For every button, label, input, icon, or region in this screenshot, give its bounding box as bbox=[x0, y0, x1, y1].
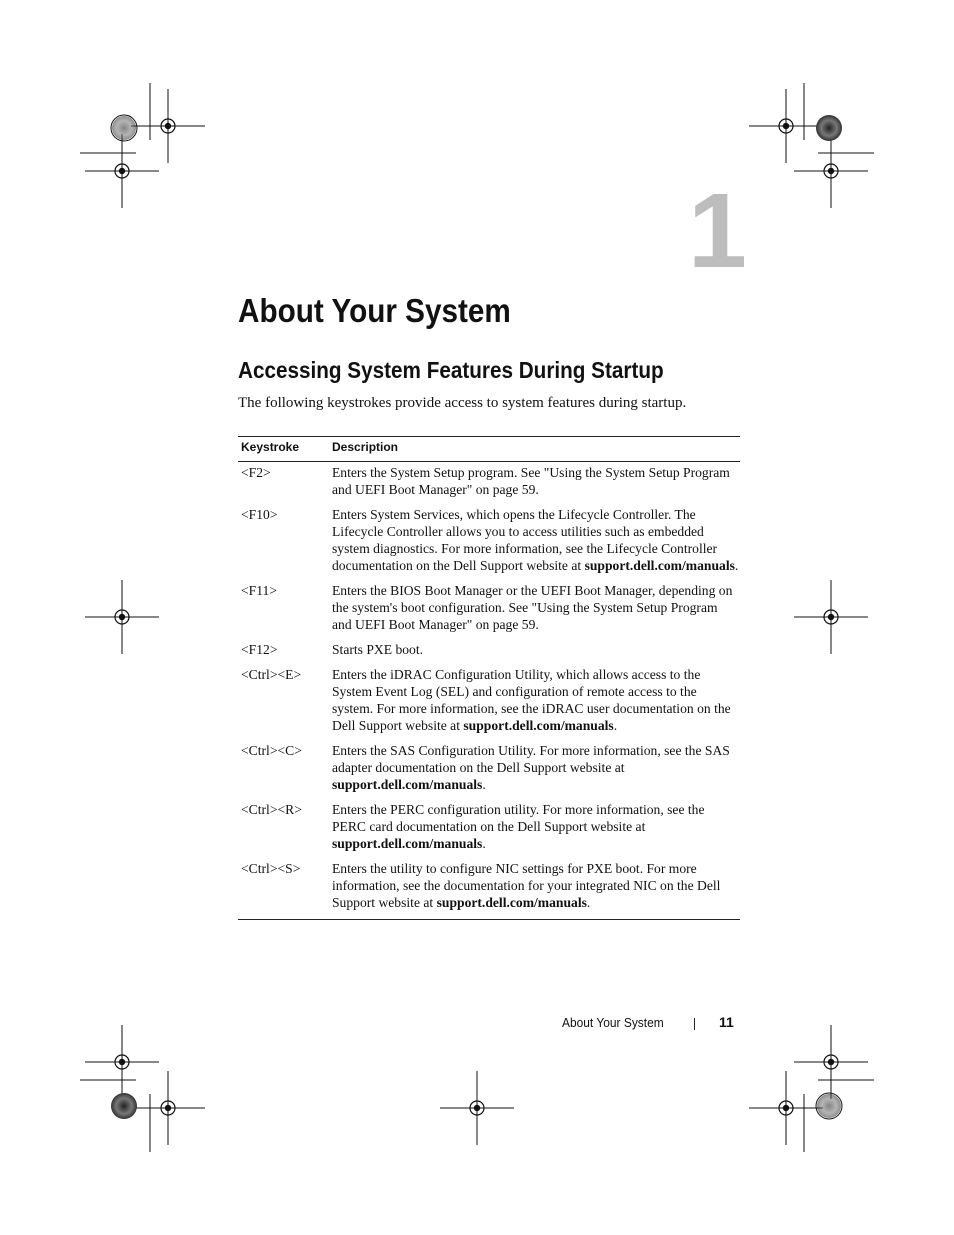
chapter-title: About Your System bbox=[238, 292, 511, 329]
support-link[interactable]: support.dell.com/manuals bbox=[584, 558, 735, 573]
support-link[interactable]: support.dell.com/manuals bbox=[436, 895, 587, 910]
header-description: Description bbox=[329, 437, 740, 462]
description-cell: Enters the BIOS Boot Manager or the UEFI Boot Manager, depending on the system's boot configuration. See "Using the System Setup Program and UEFI Boot Manager" on page 59. bbox=[332, 583, 733, 632]
support-link[interactable]: support.dell.com/manuals bbox=[332, 836, 483, 851]
keystroke-cell: <Ctrl><R> bbox=[241, 802, 302, 817]
table-row bbox=[238, 506, 740, 582]
keystroke-cell: <F2> bbox=[241, 465, 271, 480]
table-row bbox=[238, 666, 740, 742]
intro-paragraph: The following keystrokes provide access to system features during startup. bbox=[238, 395, 687, 411]
description-cell: Enters the System Setup program. See "Using the System Setup Program and UEFI Boot Manager" on page 59. bbox=[332, 465, 730, 497]
table-header-row bbox=[238, 437, 740, 462]
table-row bbox=[238, 462, 740, 507]
support-link[interactable]: support.dell.com/manuals bbox=[332, 777, 483, 792]
table-row bbox=[238, 801, 740, 860]
section-title: Accessing System Features During Startup bbox=[238, 357, 664, 383]
description-cell: Enters System Services, which opens the Lifecycle Controller. The Lifecycle Controller allows you to access utilities such as embedded system diagnostics. For more information, see the Lifecycle Controller documentation on the Dell Support website at support.dell.com/manuals. bbox=[332, 507, 739, 573]
keystroke-table bbox=[238, 436, 740, 920]
support-link[interactable]: support.dell.com/manuals bbox=[463, 718, 614, 733]
keystroke-cell: <F12> bbox=[241, 642, 278, 657]
description-cell: Starts PXE boot. bbox=[332, 642, 424, 657]
description-cell: Enters the SAS Configuration Utility. For more information, see the SAS adapter documentation on the Dell Support website at support.dell.com/manuals. bbox=[332, 743, 730, 792]
table-row bbox=[238, 582, 740, 641]
chapter-number: 1 bbox=[688, 172, 747, 290]
page-number: 11 bbox=[719, 1014, 734, 1030]
header-keystroke: Keystroke bbox=[238, 437, 329, 462]
keystroke-cell: <F11> bbox=[241, 583, 277, 598]
description-cell: Enters the iDRAC Configuration Utility, which allows access to the System Event Log (SEL) and configuration of remote access to the system. For more information, see the iDRAC user documentation on the Dell Support website at support.dell.com/manuals. bbox=[332, 667, 731, 733]
keystroke-cell: <Ctrl><S> bbox=[241, 861, 301, 876]
keystroke-cell: <Ctrl><E> bbox=[241, 667, 302, 682]
keystroke-cell: <Ctrl><C> bbox=[241, 743, 302, 758]
table-row bbox=[238, 641, 740, 666]
footer-separator bbox=[694, 1018, 695, 1030]
footer-chapter-title: About Your System bbox=[562, 1015, 664, 1030]
table-row bbox=[238, 860, 740, 920]
keystroke-cell: <F10> bbox=[241, 507, 278, 522]
description-cell: Enters the PERC configuration utility. For more information, see the PERC card documentation on the Dell Support website at support.dell.com/manuals. bbox=[332, 802, 705, 851]
description-cell: Enters the utility to configure NIC settings for PXE boot. For more information, see the documentation for your integrated NIC on the Dell Support website at support.dell.com/manuals. bbox=[332, 861, 721, 910]
table-row bbox=[238, 742, 740, 801]
